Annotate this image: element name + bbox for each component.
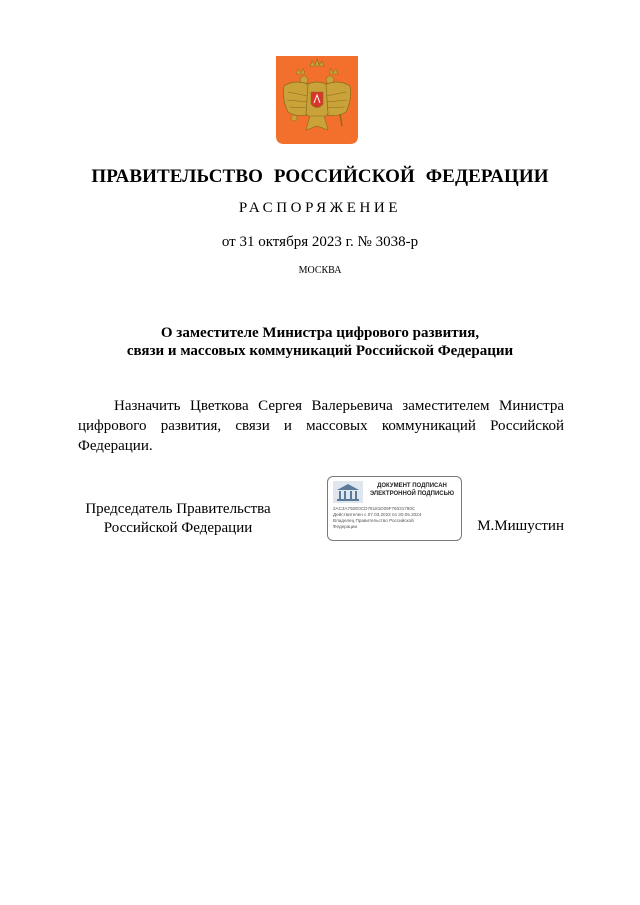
coat-of-arms-icon bbox=[276, 56, 358, 144]
signer-position-line-1: Председатель Правительства bbox=[85, 501, 271, 517]
stamp-header-line-2: ЭЛЕКТРОННОЙ ПОДПИСЬЮ bbox=[369, 491, 455, 497]
government-title: ПРАВИТЕЛЬСТВО РОССИЙСКОЙ ФЕДЕРАЦИИ bbox=[91, 166, 549, 187]
document-type: РАСПОРЯЖЕНИЕ bbox=[238, 200, 402, 216]
document-body: Назначить Цветкова Сергея Валерьевича заместителем Министра цифрового развития, связи и массовых коммуникаций Российской Федерации. bbox=[78, 398, 564, 454]
document-subject bbox=[0, 324, 640, 360]
stamp-owner-line-1: Владелец Правительство Российской bbox=[333, 518, 414, 523]
government-building-icon bbox=[333, 481, 363, 503]
subject-line-1: О заместителе Министра цифрового развития, bbox=[160, 325, 480, 341]
electronic-signature-stamp bbox=[327, 476, 462, 541]
stamp-details bbox=[333, 506, 459, 530]
signer-position-line-2: Российской Федерации bbox=[103, 520, 253, 536]
document-city: МОСКВА bbox=[298, 265, 342, 276]
subject-line-2: связи и массовых коммуникаций Российской Федерации bbox=[126, 343, 514, 359]
stamp-header-line-1: ДОКУМЕНТ ПОДПИСАН bbox=[377, 483, 447, 489]
stamp-header bbox=[364, 482, 460, 498]
signer-name: М.Мишустин bbox=[477, 518, 564, 534]
signer-position bbox=[78, 500, 278, 538]
document-date-number: от 31 октября 2023 г. № 3038-р bbox=[221, 234, 419, 250]
stamp-owner-line-2: Федерации bbox=[333, 524, 358, 529]
stamp-certificate: 2AC3A792E0CD78181D09F76031790C bbox=[333, 506, 416, 511]
stamp-validity: Действителен с 07.03.2023 по 30.05.2024 bbox=[333, 512, 422, 517]
